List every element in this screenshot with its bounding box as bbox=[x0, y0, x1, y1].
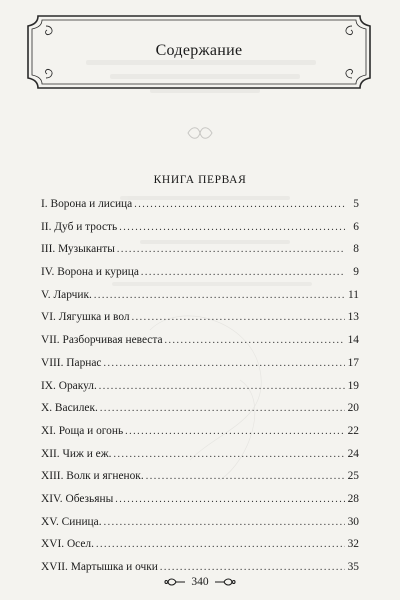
dot-leader bbox=[117, 244, 345, 255]
dot-leader bbox=[146, 471, 345, 482]
toc-entry[interactable] bbox=[41, 311, 359, 334]
toc-entry[interactable] bbox=[41, 493, 359, 516]
toc-entry-page: 25 bbox=[347, 470, 359, 483]
toc-entry-title: XVII. Мартышка и очки bbox=[41, 561, 158, 573]
toc-entry[interactable] bbox=[41, 334, 359, 357]
toc-entry-page: 14 bbox=[347, 334, 359, 347]
dot-leader bbox=[104, 358, 346, 369]
dot-leader bbox=[165, 335, 345, 346]
toc-entry-title: X. Василек. bbox=[41, 402, 98, 415]
toc-entry-page: 5 bbox=[353, 198, 359, 210]
toc-entry-page: 24 bbox=[347, 447, 359, 460]
toc-entry-page: 30 bbox=[347, 515, 359, 528]
toc-entry[interactable] bbox=[41, 198, 359, 221]
toc-entry-page: 9 bbox=[353, 266, 359, 279]
toc-entry-title: II. Дуб и трость bbox=[41, 220, 118, 233]
dot-leader bbox=[115, 494, 345, 505]
toc-entry-title: XI. Роща и огонь bbox=[41, 424, 124, 437]
dot-leader bbox=[96, 539, 345, 550]
toc-entry[interactable] bbox=[41, 425, 359, 448]
toc-entry-title: XIV. Обезьяны bbox=[41, 492, 114, 505]
dot-leader bbox=[100, 403, 345, 414]
page-footer bbox=[0, 574, 400, 590]
faint-ornament-icon bbox=[186, 124, 214, 142]
table-of-contents bbox=[41, 198, 359, 584]
toc-entry-title: VIII. Парнас bbox=[41, 356, 102, 369]
toc-entry[interactable] bbox=[41, 448, 359, 471]
toc-entry[interactable] bbox=[41, 402, 359, 425]
dot-leader bbox=[119, 222, 345, 233]
toc-entry-title: VII. Разборчивая невеста bbox=[41, 334, 163, 347]
toc-entry-title: VI. Лягушка и вол bbox=[41, 311, 130, 324]
right-ornament-icon bbox=[214, 577, 236, 587]
toc-entry-title: V. Ларчик. bbox=[41, 288, 92, 301]
toc-entry-page: 19 bbox=[347, 379, 359, 392]
page-number: 340 bbox=[191, 576, 209, 588]
toc-entry[interactable] bbox=[41, 289, 359, 312]
dot-leader bbox=[99, 381, 345, 392]
header-frame bbox=[26, 14, 372, 90]
toc-entry[interactable] bbox=[41, 538, 359, 561]
toc-entry-page: 17 bbox=[347, 356, 359, 369]
toc-entry[interactable] bbox=[41, 470, 359, 493]
dot-leader bbox=[104, 517, 345, 528]
toc-entry-title: IX. Оракул. bbox=[41, 379, 97, 392]
toc-entry-title: I. Ворона и лисица bbox=[41, 198, 133, 210]
toc-entry[interactable] bbox=[41, 243, 359, 266]
dot-leader bbox=[125, 426, 345, 437]
toc-entry-title: III. Музыканты bbox=[41, 243, 115, 256]
toc-entry-page: 13 bbox=[347, 311, 359, 324]
book-heading: КНИГА ПЕРВАЯ bbox=[153, 174, 247, 186]
toc-entry-page: 32 bbox=[347, 538, 359, 551]
toc-entry-title: XII. Чиж и еж. bbox=[41, 447, 112, 460]
toc-entry[interactable] bbox=[41, 266, 359, 289]
toc-entry-title: IV. Ворона и курица bbox=[41, 266, 139, 279]
toc-entry[interactable] bbox=[41, 516, 359, 539]
left-ornament-icon bbox=[164, 577, 186, 587]
toc-entry-page: 28 bbox=[347, 492, 359, 505]
dot-leader bbox=[132, 312, 345, 323]
toc-entry-page: 35 bbox=[347, 561, 359, 573]
toc-entry-page: 20 bbox=[347, 402, 359, 415]
toc-entry-title: XVI. Осел. bbox=[41, 538, 94, 551]
toc-entry-title: XV. Синица. bbox=[41, 515, 102, 528]
toc-entry-page: 8 bbox=[353, 243, 359, 256]
toc-entry[interactable] bbox=[41, 357, 359, 380]
dot-leader bbox=[134, 199, 345, 210]
toc-entry-page: 6 bbox=[353, 220, 359, 233]
dot-leader bbox=[141, 267, 345, 278]
dot-leader bbox=[94, 290, 345, 301]
toc-entry[interactable] bbox=[41, 221, 359, 244]
section-title: Содержание bbox=[155, 42, 243, 59]
toc-entry-title: XIII. Волк и ягненок. bbox=[41, 470, 144, 483]
toc-entry-page: 11 bbox=[348, 288, 359, 301]
toc-entry-page: 22 bbox=[347, 424, 359, 437]
dot-leader bbox=[160, 562, 345, 573]
dot-leader bbox=[113, 449, 345, 460]
toc-entry[interactable] bbox=[41, 380, 359, 403]
